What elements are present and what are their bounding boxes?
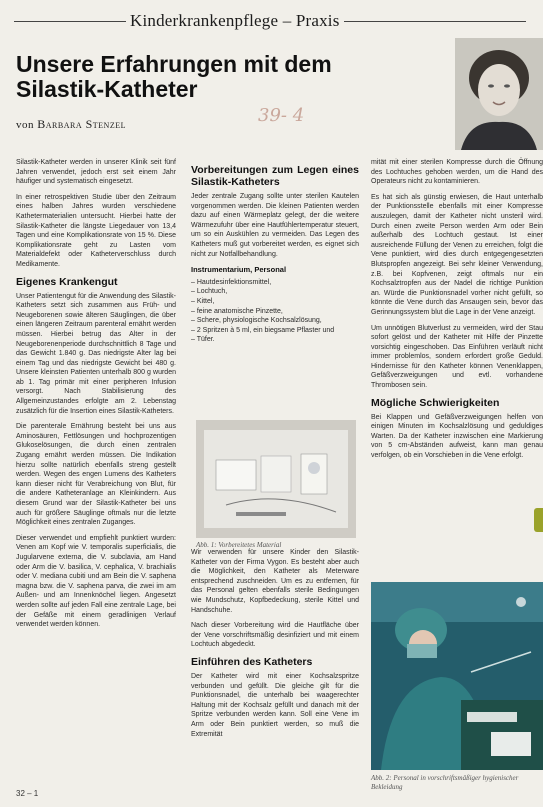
paragraph: Um unnötigen Blutverlust zu vermeiden, wird der Stau sofort gelöst und der Katheter mit Hilfe der Pinzette vorsichtig eingeschoben. Das Einführen verläuft nicht immer problemlos, sondern erfordert große Geduld. Hindernisse für den Katheter können Venenklappen, Gefäßverzweigungen und evtl. vorhandene Thrombosen sein. bbox=[371, 324, 543, 390]
article-title: Unsere Erfahrungen mit dem Silastik-Katheter bbox=[16, 51, 332, 102]
figure-caption: Abb. 1: Vorbereitetes Material bbox=[196, 541, 282, 549]
paragraph: Dieser verwendet und empfiehlt punktiert wurden: Venen am Kopf wie V. temporalis superficialis, die Jugularvene externa, die V. subclavia, am Hand oder Arm die V. basilica, V. cephalica, V. brachialis oder V. mediana cubiti und am Bein die V. saphena magna bzw. die V. saphena parva, die zwei im am Außen- und am Innenknöchel liegen. Angesetzt werden sollte auf jeden Fall eine zentrale Lage, bei der Gefäße mit einem geradlinigen Verlauf verwendet werden können. bbox=[16, 534, 176, 629]
paragraph: In einer retrospektiven Studie über den Zeitraum eines halben Jahres wurden verschiedene Kathetermaterialien untersucht. Hierbei hatte der Silastik-Katheter die längste Liegedauer von 13,4 Tagen und eine Komplikationsrate von 15 %. Diese Komplikationsrate geht zu Lasten vom Materialdefekt oder Katheterverschluss durch Medikamente. bbox=[16, 193, 176, 268]
section-heading: Vorbereitungen zum Legen eines Silastik-Katheters bbox=[191, 164, 359, 188]
author-prefix: von bbox=[16, 119, 34, 131]
paragraph: Wir verwenden für unsere Kinder den Silastik-Katheter von der Firma Vygon. Es besteht aber auch die Möglichkeit, den Katheter als Meterware entsprechend zuschneiden. Um es zu entfernen, für das Personal gelten ebenfalls sterile Bedingungen wie Mundschutz, Kopfbedeckung, sterile Kittel und Handschuhe. bbox=[191, 549, 359, 614]
column-left bbox=[16, 158, 176, 636]
list-item: – Tüfer. bbox=[191, 335, 359, 345]
list-item: – Lochtuch, bbox=[191, 287, 359, 297]
paragraph: mität mit einer sterilen Kompresse durch die Öffnung des Lochtuches gehoben werden, um die Hand des Operateurs nicht zu kontaminieren. bbox=[371, 159, 543, 186]
header-title bbox=[126, 11, 344, 31]
author-line bbox=[16, 117, 126, 132]
list-item: – Schere, physiologische Kochsalzlösung, bbox=[191, 316, 359, 326]
column-middle bbox=[191, 158, 359, 351]
page-number: 32 – 1 bbox=[16, 789, 39, 798]
paragraph: Silastik-Katheter werden in unserer Klinik seit fünf Jahren verwendet, jedoch erst seit einem Jahr häufiger und systematisch eingesetzt. bbox=[16, 159, 176, 186]
handwritten-note: 39- 4 bbox=[258, 105, 305, 126]
figure-material-photo bbox=[196, 420, 356, 538]
section-heading: Eigenes Krankengut bbox=[16, 275, 118, 288]
staff-photo-image bbox=[371, 582, 543, 770]
header-separator: – bbox=[282, 11, 292, 30]
list-item: – feine anatomische Pinzette, bbox=[191, 307, 359, 317]
section-heading: Mögliche Schwierigkeiten bbox=[371, 396, 500, 409]
portrait-image bbox=[455, 38, 543, 150]
list-item: – Hautdesinfektionsmittel, bbox=[191, 278, 359, 288]
list-item: – Kittel, bbox=[191, 297, 359, 307]
paragraph: Bei Klappen und Gefäßverzweigungen helfen von einigen Minuten im Kochsalzlösung und geduldiges Warten. Da der Katheter inzwischen eine Markierung von 5 cm-Abständen aufweist, kann man genau verfolgen, ob ein Vorschieben in die Vene erfolgt. bbox=[371, 413, 543, 460]
paragraph: Nach dieser Vorbereitung wird die Hautfläche über der Vene vorschriftsmäßig desinfiziert und mit einem Lochtuch abgedeckt. bbox=[191, 622, 359, 649]
header-rule-right bbox=[344, 21, 526, 22]
figure-caption: Abb. 2: Personal in vorschriftsmäßiger hygienischer Bekleidung bbox=[371, 774, 519, 791]
figure-staff-photo bbox=[371, 582, 543, 770]
list-item: – 2 Spritzen à 5 ml, ein biegsame Pflaster und bbox=[191, 326, 359, 336]
paragraph: Die parenterale Ernährung besteht bei uns aus Aminosäuren, Fettlösungen und hochprozentigen Glukoselösungen, die durch einen zentralen Zugang ernährt werden müssen. Die Indikation hierzu sollte natürlich ebenfalls streng gestellt werden. Wegen des engen Lumens des Katheters kann dieser nicht für Verabreichung von Blut, für die andere Katheteranlage an Kleinkindern. Aus diesem Grund war der Silastik-Katheter bei uns auch für größere Säuglinge oftmals nur die letzte Möglichkeit eines zentralen Zuganges. bbox=[16, 423, 176, 527]
paragraph: Jeder zentrale Zugang sollte unter sterilen Kautelen vorgenommen werden. Die kleinen Patienten werden dazu auf einen Wärmeplatz gelegt, der die weitere Wärmezufuhr über eine Hautfühlertemperatur steuert, um so ein Auskühlen zu vermeiden. Das Legen des Katheters muß gut vorbereitet werden, es eignet sich nicht zur Notfallbehandlung. bbox=[191, 193, 359, 258]
column-right bbox=[371, 158, 543, 467]
running-header bbox=[14, 10, 526, 32]
subsection-heading: Instrumentarium, Personal bbox=[191, 265, 287, 275]
paragraph: Der Katheter wird mit einer Kochsalzspritze verbunden und gefüllt. Die gleiche gilt für die Punktionsnadel, die unterhalb bei waagerechter Haltung mit der Kochsalz gefüllt und danach mit der Spritze verbunden werden kann. Soll eine Vene im Arm oder Bein punktiert werden, so muß die Extremität bbox=[191, 672, 359, 738]
paragraph: Es hat sich als günstig erwiesen, die Haut unterhalb der Punktionsstelle ebenfalls mit einer Kompresse auszulegen, damit der Katheter nicht unsteril wird. Durch einen zweite Person werden Arm oder Bein außerhalb des Lochtuch gestaut. Ist einer ausreichende Füllung der Venen zu erreichen, folgt die Vene punktiert, wird dies durch entgegengesetzten Blutspropfen angezeigt. Bei sehr kleiner Verwendung, z.B. bei Kopfvenen, zeigt oftmals nur ein Kochsalztropfen aus der Nadel die richtige Punktion an. Würde die Punktionsnadel vorher nicht gefüllt, so könnte die Vene durch das Ansaugen sein, bevor das Gerinnungssystem blut die Lage in der Vene anzeigt. bbox=[371, 193, 543, 316]
page-edge-tab bbox=[534, 508, 543, 532]
material-photo-image bbox=[196, 420, 356, 538]
instrument-list bbox=[191, 278, 359, 345]
header-subsection: Praxis bbox=[295, 11, 340, 30]
section-heading: Einführen des Katheters bbox=[191, 655, 313, 668]
header-section: Kinderkrankenpflege bbox=[130, 11, 279, 30]
author-name: Barbara Stenzel bbox=[37, 117, 126, 131]
header-rule-left bbox=[14, 21, 126, 22]
author-portrait bbox=[455, 38, 543, 150]
column-middle-lower bbox=[191, 548, 359, 745]
paragraph: Unser Patientengut für die Anwendung des Silastik-Katheters setzt sich zusammen aus Früh- und Neugeborenen sowie älteren Säuglingen, die über einen längeren Zeitraum parenteral ernährt werden müssen. Hierbei betrug das Alter in der Neugeborenenperiode durchschnittlich 8 Tage und das Gewicht 1.840 g. Das niedrigste Alter lag bei einem Tag und das niedrigste Gewicht bei 480 g. Unsere kleinsten Patienten unterhalb 800 g wurden ab 1. Tag primär mit einer peripheren Infusion versorgt. Nach Stabilisierung des Allgemeinzustandes erfolgte am 2. Lebenstag zusätzlich für die Insertion eines Silastik-Katheters. bbox=[16, 292, 176, 415]
